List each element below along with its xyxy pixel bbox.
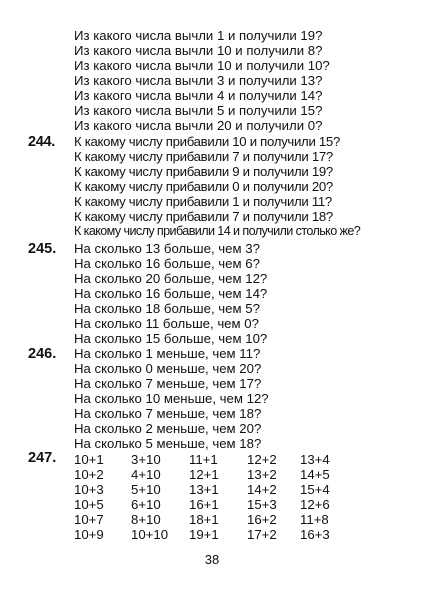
expression-cell: 10+2	[74, 467, 104, 482]
question-line: На сколько 15 больше, чем 10?	[74, 331, 268, 346]
question-line: На сколько 7 меньше, чем 17?	[74, 376, 262, 391]
exercise-number: 244.	[28, 134, 56, 150]
question-line: На сколько 18 больше, чем 5?	[74, 301, 260, 316]
question-line: К какому числу прибавили 7 и получили 17?	[74, 149, 333, 164]
question-line: На сколько 0 меньше, чем 20?	[74, 361, 262, 376]
question-line: На сколько 11 больше, чем 0?	[74, 316, 259, 331]
expression-cell: 10+1	[74, 452, 104, 467]
question-line: К какому числу прибавили 0 и получили 20?	[74, 179, 333, 194]
expression-cell: 6+10	[131, 497, 161, 512]
expression-cell: 19+1	[189, 527, 219, 542]
question-line: Из какого числа вычли 4 и получили 14?	[74, 88, 323, 103]
expression-cell: 16+2	[247, 512, 277, 527]
question-line: 246. На сколько 1 меньше, чем 11?	[28, 346, 261, 362]
exercise-number: 246.	[28, 346, 57, 362]
question-line: К какому числу прибавили 14 и получили столько же?	[74, 224, 361, 238]
question-line: К какому числу прибавили 7 и получили 18?	[74, 209, 333, 224]
question-line: Из какого числа вычли 20 и получили 0?	[74, 118, 323, 133]
question-line: Из какого числа вычли 3 и получили 13?	[74, 73, 323, 88]
expression-cell: 13+4	[300, 452, 330, 467]
exercise-247	[28, 452, 408, 542]
question-line: К какому числу прибавили 9 и получили 19?	[74, 164, 333, 179]
expression-cell: 12+6	[300, 497, 330, 512]
exercise-number: 247.	[28, 450, 57, 466]
expression-cell: 12+2	[247, 452, 277, 467]
question-line: На сколько 5 меньше, чем 18?	[74, 436, 262, 451]
expression-row	[28, 467, 408, 482]
expression-cell: 15+3	[247, 497, 277, 512]
expression-row	[28, 497, 408, 512]
expression-cell: 17+2	[247, 527, 277, 542]
question-line: Из какого числа вычли 5 и получили 15?	[74, 103, 323, 118]
question-line: На сколько 7 меньше, чем 18?	[74, 406, 262, 421]
expression-cell: 10+9	[74, 527, 104, 542]
expression-row	[28, 482, 408, 497]
page-number: 38	[204, 552, 220, 567]
expression-cell: 4+10	[131, 467, 161, 482]
expression-cell: 10+7	[74, 512, 104, 527]
exercise-246	[28, 346, 408, 451]
exercise-243-continuation	[28, 28, 408, 133]
expression-cell: 10+3	[74, 482, 104, 497]
expression-cell: 5+10	[131, 482, 161, 497]
expression-cell: 13+1	[189, 482, 219, 497]
question-line: На сколько 16 больше, чем 6?	[74, 256, 260, 271]
expression-cell: 12+1	[189, 467, 219, 482]
question-line: На сколько 20 больше, чем 12?	[74, 271, 268, 286]
expression-cell: 14+2	[247, 482, 277, 497]
expression-cell: 14+5	[300, 467, 330, 482]
expression-cell: 11+8	[300, 512, 329, 527]
question-line: Из какого числа вычли 10 и получили 8?	[74, 43, 323, 58]
question-line: На сколько 10 меньше, чем 12?	[74, 391, 269, 406]
expression-cell: 15+4	[300, 482, 330, 497]
question-line: На сколько 16 больше, чем 14?	[74, 286, 268, 301]
expression-cell: 18+1	[189, 512, 219, 527]
expression-row	[28, 512, 408, 527]
question-line: К какому числу прибавили 1 и получили 11?	[74, 194, 332, 209]
expression-cell: 11+1	[189, 452, 218, 467]
exercise-244	[28, 134, 408, 239]
question-line: На сколько 2 меньше, чем 20?	[74, 421, 262, 436]
exercise-number: 245.	[28, 241, 57, 257]
question-line: Из какого числа вычли 1 и получили 19?	[74, 28, 323, 43]
exercise-245	[28, 241, 408, 346]
expression-cell: 10+5	[74, 497, 104, 512]
expression-cell: 16+3	[300, 527, 330, 542]
expression-cell: 13+2	[247, 467, 277, 482]
expression-row	[28, 452, 408, 467]
question-line: Из какого числа вычли 10 и получили 10?	[74, 58, 330, 73]
question-line: 245. На сколько 13 больше, чем 3?	[28, 241, 260, 257]
expression-cell: 10+10	[131, 527, 169, 542]
expression-cell: 16+1	[189, 497, 219, 512]
expression-cell: 3+10	[131, 452, 161, 467]
expression-row	[28, 527, 408, 542]
expression-cell: 8+10	[131, 512, 161, 527]
question-line: 244. К какому числу прибавили 10 и получили 15?	[28, 134, 340, 150]
